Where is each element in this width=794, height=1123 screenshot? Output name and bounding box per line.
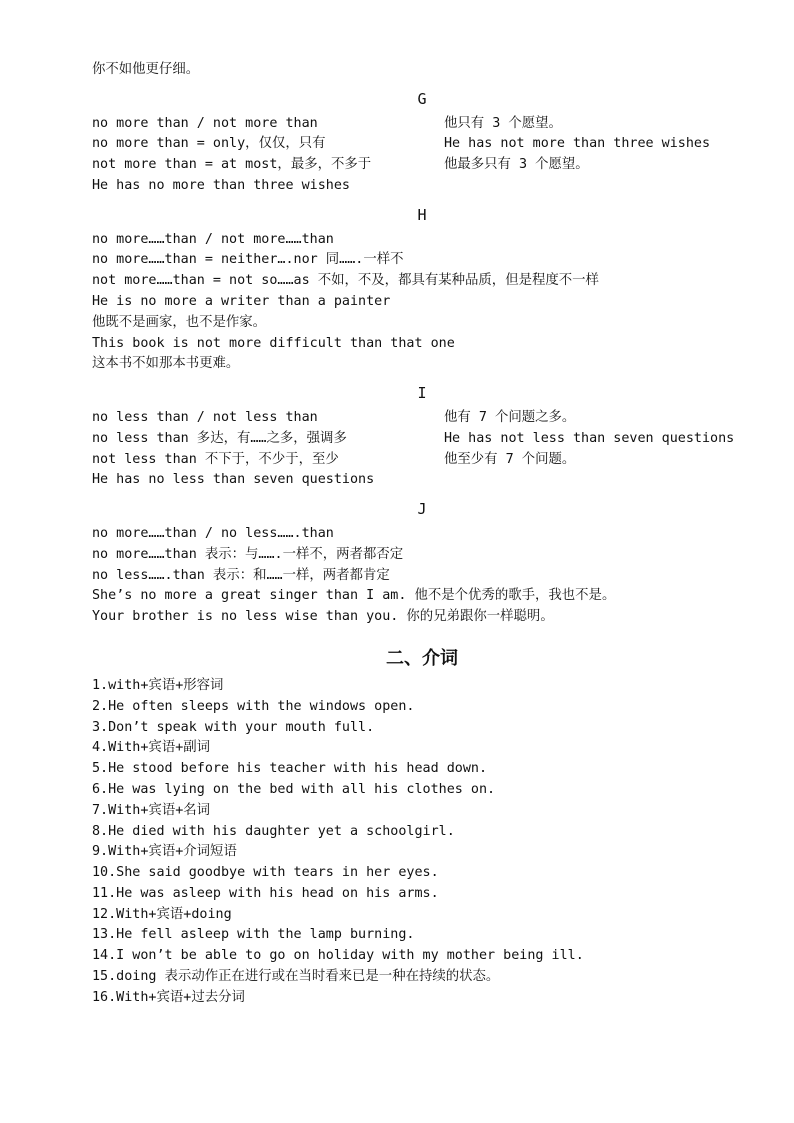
section-h-line: 这本书不如那本书更难。 [92,356,240,372]
section-j-line: She’s no more a great singer than I am. 他不是个优秀的歌手，我也不是。 [92,588,616,604]
section-j-line: no more……than / no less…….than [92,525,334,541]
section-i-tail-line: He has no less than seven questions [92,472,375,488]
section-h-line: This book is not more difficult than that one [92,335,455,351]
part2-item: 13.He fell asleep with the lamp burning. [92,927,415,943]
section-h-line: 他既不是画家，也不是作家。 [92,314,267,330]
part2-item: 14.I won’t be able to go on holiday with my mother being ill. [92,948,584,964]
part2-item: 12.With+宾语+doing [92,906,232,922]
section-i-row-right: He has not less than seven questions [444,430,735,446]
section-j-line: Your brother is no less wise than you. 你的兄弟跟你一样聪明。 [92,609,554,625]
section-g-tail-line: He has no more than three wishes [92,177,350,193]
intro-line: 你不如他更仔细。 [92,62,200,77]
part2-item: 10.She said goodbye with tears in her eyes. [92,865,439,881]
section-h-line: not more……than = not so……as 不如，不及，都具有某种品质，但是程度不一样 [92,273,599,289]
document-page [92,60,752,1009]
section-i-row [92,408,752,429]
section-j-heading: J [417,500,427,519]
section-g-row-left: not more than = at most，最多，不多于 [92,157,372,173]
section-i-row-right: 他至少有 7 个问题。 [444,451,576,467]
part2-item: 16.With+宾语+过去分词 [92,989,245,1005]
section-j-line: no less…….than 表示：和……一样，两者都肯定 [92,567,390,583]
part2-title: 二、介词 [386,647,458,669]
section-g-row-right: 他最多只有 3 个愿望。 [444,157,589,173]
section-i-row-left: no less than / not less than [92,409,318,425]
section-g-row-left: no more than / not more than [92,115,318,131]
section-g-heading: G [417,89,427,108]
section-i-row [92,429,752,450]
section-g-row [92,134,752,155]
section-g-row [92,155,752,176]
part2-item: 6.He was lying on the bed with all his clothes on. [92,781,496,797]
section-h-line: no more……than / not more……than [92,231,334,247]
part2-item: 3.Don’t speak with your mouth full. [92,719,375,735]
part2-item: 8.He died with his daughter yet a schoolgirl. [92,823,455,839]
section-i-heading: I [417,384,427,403]
section-j-line: no more……than 表示：与…….一样不，两者都否定 [92,546,404,562]
part2-item: 15.doing 表示动作正在进行或在当时看来已是一种在持续的状态。 [92,969,500,985]
section-i-row-left: no less than 多达，有……之多，强调多 [92,430,347,446]
section-i-row-left: not less than 不下于，不少于，至少 [92,451,339,467]
section-g-row [92,114,752,135]
section-h-line: He is no more a writer than a painter [92,293,391,309]
section-h-heading: H [417,205,427,224]
part2-item: 7.With+宾语+名词 [92,802,211,818]
part2-item: 9.With+宾语+介词短语 [92,844,237,860]
part2-item: 5.He stood before his teacher with his head down. [92,761,488,777]
part2-item: 4.With+宾语+副词 [92,740,211,756]
section-g-row-left: no more than = only，仅仅，只有 [92,136,326,152]
section-i-row-right: 他有 7 个问题之多。 [444,409,576,425]
part2-item: 2.He often sleeps with the windows open. [92,698,415,714]
part2-item: 1.with+宾语+形容词 [92,677,224,693]
section-g-row-right: 他只有 3 个愿望。 [444,115,562,131]
part2-item: 11.He was asleep with his head on his arms. [92,885,439,901]
section-h-line: no more……than = neither….nor 同…….一样不 [92,252,404,268]
section-g-row-right: He has not more than three wishes [444,136,711,152]
section-i-row [92,450,752,471]
